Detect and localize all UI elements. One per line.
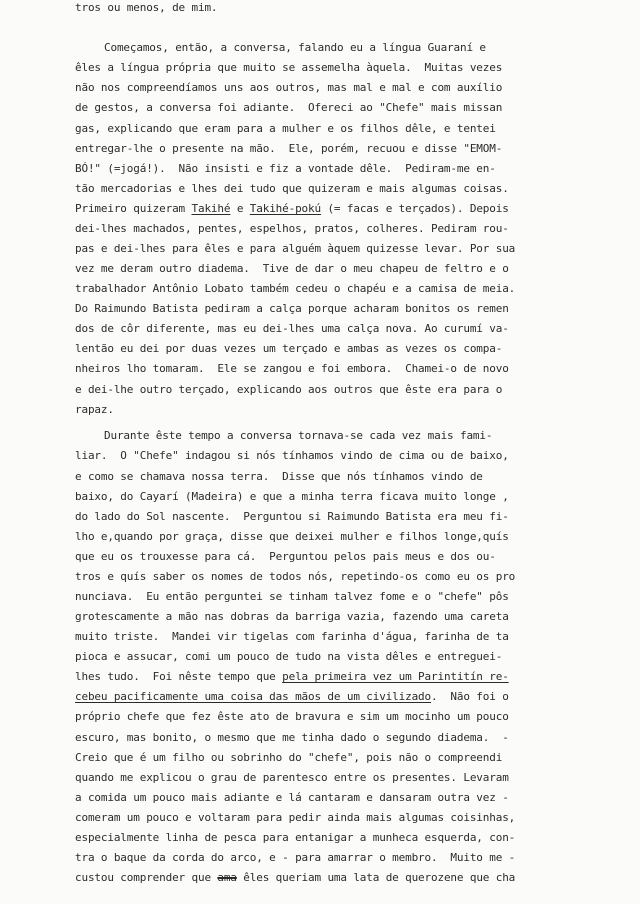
text-line [75, 58, 502, 78]
text-run: e como se chamava nossa terra. Disse que nós tínhamos vindo de [75, 469, 483, 483]
text-run: BÓ!" (=jogá!). Não insisti e fiz a vontade dêle. Pediram-me en- [75, 161, 496, 175]
text-line [75, 179, 509, 199]
text-line [75, 848, 515, 868]
text-line [75, 607, 509, 627]
text-run: nunciava. Eu então perguntei se tinham talvez fome e o "chefe" pôs [75, 589, 509, 603]
text-run: quando me explicou o grau de parentesco entre os presentes. Levaram [75, 770, 509, 784]
text-run: dei-lhes machados, pentes, espelhos, pratos, colheres. Pediram rou- [75, 221, 509, 235]
text-run: Do Raimundo Batista pediram a calça porque acharam bonitos os remen [75, 302, 509, 316]
text-line [75, 239, 515, 259]
text-line [75, 259, 509, 279]
text-line [75, 359, 509, 379]
text-line [75, 78, 502, 98]
text-line [75, 587, 509, 607]
text-line [75, 380, 502, 400]
text-run: especialmente linha de pesca para entanigar a munheca esquerda, con- [75, 830, 516, 844]
text-run: gas, explicando que eram para a mulher e os filhos dêle, e tentei [75, 121, 496, 135]
text-run: rapaz. [75, 402, 114, 416]
text-run: pas e dei-lhes para êles e para alguém àquem quizesse levar. Por sua [75, 241, 516, 255]
text-run: grotescamente a mão nas dobras da barriga vazia, fazendo uma careta [75, 610, 509, 623]
text-run: custou comprender que [75, 871, 218, 884]
text-line [75, 98, 502, 118]
text-run: do lado do Sol nascente. Perguntou si Raimundo Batista era meu fi- [75, 509, 509, 523]
text-line [75, 728, 509, 748]
text-run: pioca e assucar, comi um pouco de tudo na vista dêles e entreguei- [75, 650, 503, 664]
text-run: êles a língua própria que muito se assemelha àquela. Muitas vezes [75, 61, 503, 75]
text-line [75, 788, 509, 808]
text-line [75, 768, 509, 788]
text-run: próprio chefe que fez êste ato de bravura e sim um mocinho um pouco [75, 710, 509, 724]
text-line [75, 808, 515, 828]
text-line [75, 446, 509, 466]
text-run: dos de côr diferente, mas eu dei-lhes uma calça nova. Ao curumí va- [75, 322, 509, 336]
text-line [104, 426, 492, 446]
text-line [75, 119, 496, 139]
text-run: que eu os trouxesse para cá. Perguntou pelos pais meus e dos ou- [75, 549, 496, 563]
text-line [75, 647, 502, 667]
text-run: tros e quís saber os nomes de todos nós, repetindo-os como eu os pro [75, 569, 516, 583]
text-run: tros ou menos, de mim. [75, 1, 218, 14]
text-line [75, 547, 496, 567]
text-run: de gestos, a conversa foi adiante. Ofereci ao "Chefe" mais missan [75, 101, 503, 115]
text-line [75, 299, 509, 319]
text-run: Durante êste tempo a conversa tornava-se cada vez mais fami- [104, 429, 493, 443]
underlined-text: Takihé-pokú [249, 201, 321, 215]
text-line [75, 400, 114, 420]
text-run: Primeiro quizeram [75, 201, 192, 215]
text-run: . Não foi o [431, 690, 509, 704]
text-run: muito triste. Mandei vir tigelas com farinha d'água, farinha de ta [75, 630, 509, 644]
text-line [75, 627, 509, 647]
text-line [75, 567, 515, 587]
text-run: escuro, mas bonito, o mesmo que me tinha dado o segundo diadema. - [75, 730, 509, 744]
underlined-text: pela primeira vez um Parintitín re- [282, 670, 509, 684]
text-line [104, 38, 486, 58]
text-run: lho e,quando por graça, disse que deixei mulher e filhos longe,quís [75, 529, 509, 543]
underlined-text: Takihé [191, 201, 231, 215]
text-line [75, 828, 515, 848]
text-line [75, 487, 509, 507]
text-run: Começamos, então, a conversa, falando eu a língua Guaraní e [104, 41, 486, 55]
text-run: êles queriam uma lata de querozene que cha [236, 871, 516, 884]
text-line [75, 219, 509, 239]
struck-text: ama [217, 871, 237, 884]
text-line [75, 279, 515, 299]
text-line [75, 507, 509, 527]
text-line [75, 139, 502, 159]
text-line [75, 687, 509, 707]
text-line [75, 467, 483, 487]
text-run: (= facas e terçados). Depois [320, 201, 509, 215]
text-run: e [230, 201, 250, 215]
text-run: baixo, do Cayarí (Madeira) e que a minha terra ficava muito longe , [75, 489, 509, 503]
text-line [75, 868, 515, 888]
text-run: entregar-lhe o presente na mão. Ele, porém, recuou e disse "EMOM- [75, 141, 503, 155]
text-line [75, 527, 509, 547]
text-line [75, 199, 509, 219]
text-run: lentão eu dei por duas vezes um terçado e ambas as vezes os compa- [75, 342, 503, 356]
text-line [75, 319, 509, 339]
text-run: lhes tudo. Foi nêste tempo que [75, 670, 283, 684]
text-line [75, 667, 509, 687]
text-line [75, 748, 502, 768]
text-run: não nos compreendíamos uns aos outros, mas mal e mal e com auxílio [75, 81, 503, 95]
text-run: e dei-lhe outro terçado, explicando aos outros que êste era para o [75, 382, 503, 396]
underlined-text: cebeu pacificamente uma coisa das mãos de um civilizado [75, 690, 431, 704]
text-run: a comida um pouco mais adiante e lá cantaram e dansaram outra vez - [75, 790, 509, 804]
text-run: vez me deram outro diadema. Tive de dar o meu chapeu de feltro e o [75, 262, 509, 275]
text-run: comeram um pouco e voltaram para pedir ainda mais algumas coisinhas, [75, 810, 516, 824]
text-line [75, 339, 502, 359]
text-run: nheiros lho tomaram. Ele se zangou e foi embora. Chamei-o de novo [75, 362, 509, 376]
text-run: Creio que é um filho ou sobrinho do "chefe", pois não o compreendi [75, 750, 503, 764]
text-line [75, 707, 509, 727]
text-line [75, 159, 496, 179]
text-line [75, 0, 217, 18]
text-run: liar. O "Chefe" indagou si nós tínhamos vindo de cima ou de baixo, [75, 449, 509, 463]
text-run: tão mercadorias e lhes dei tudo que quizeram e mais algumas coisas. [75, 181, 509, 195]
text-run: tra o baque da corda do arco, e - para amarrar o membro. Muito me - [75, 850, 516, 864]
text-run: trabalhador Antônio Lobato também cedeu o chapéu e a camisa de meia. [75, 282, 516, 296]
